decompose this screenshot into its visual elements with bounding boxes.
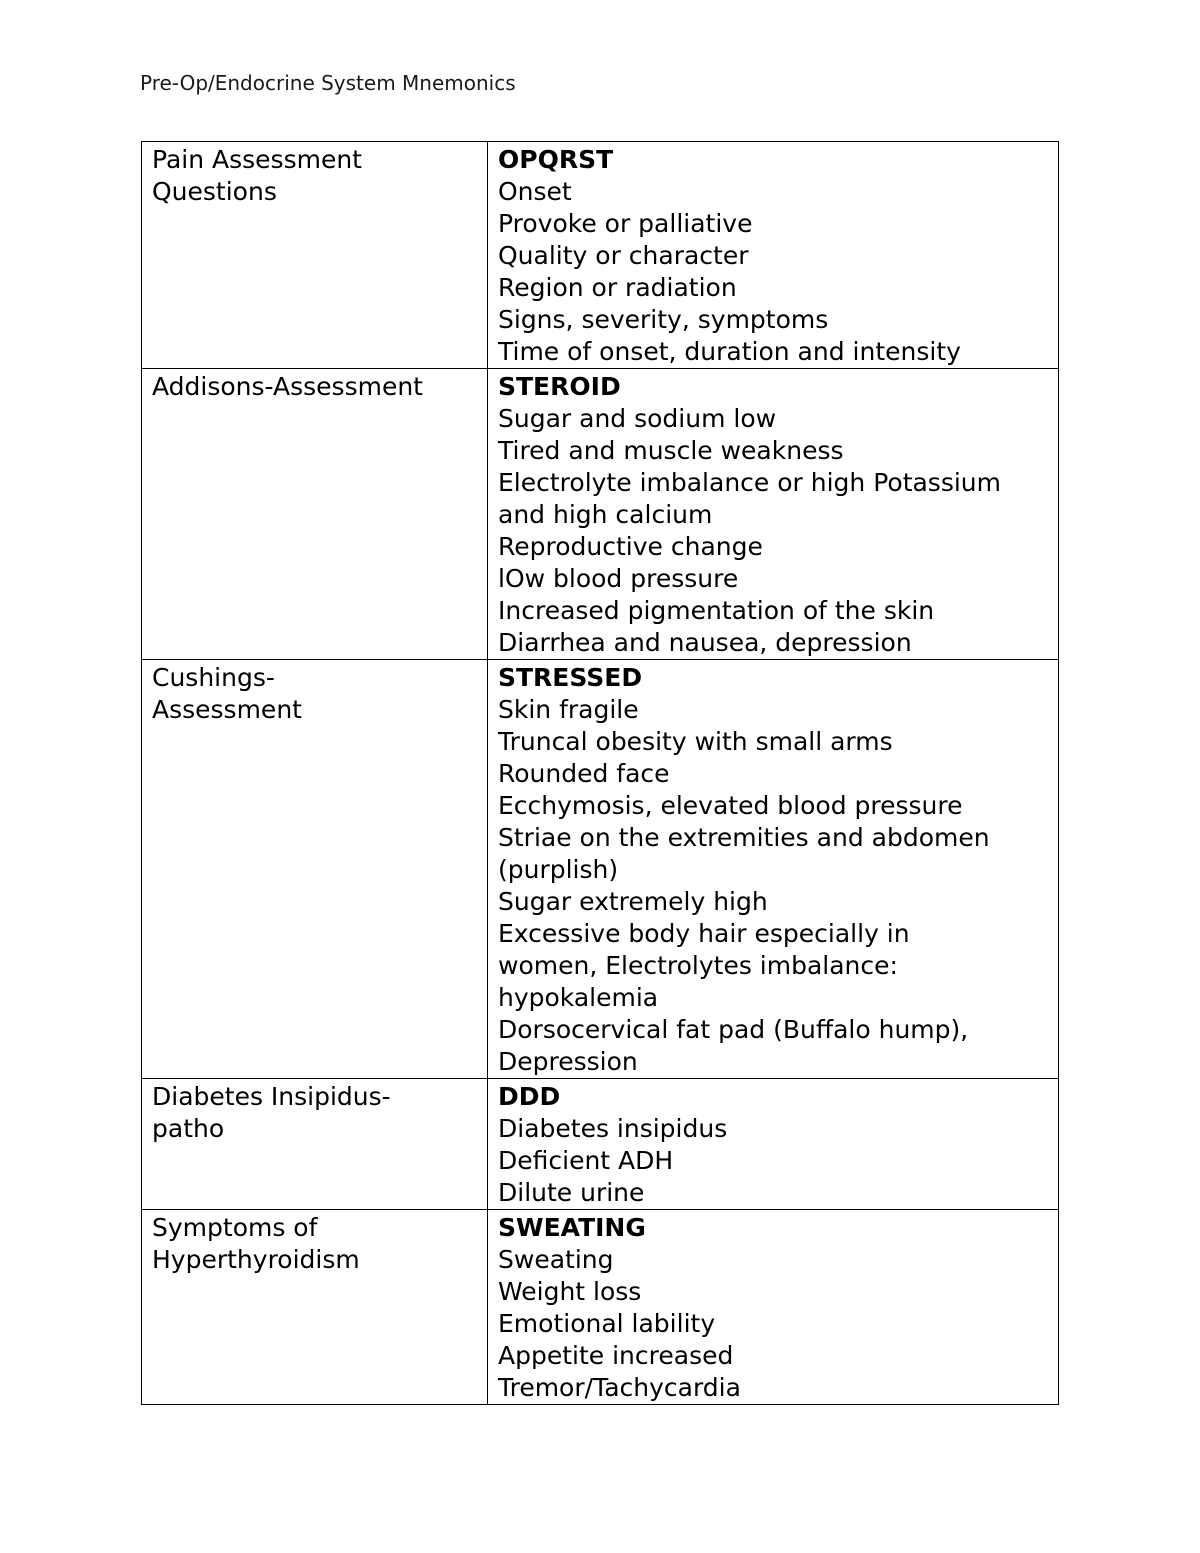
- topic-label: Symptoms of: [152, 1213, 318, 1242]
- mnemonic-item: Onset: [498, 177, 572, 206]
- mnemonic-item: Striae on the extremities and abdomen: [498, 823, 990, 852]
- topic-label: Cushings-: [152, 663, 275, 692]
- mnemonic-item: Reproductive change: [498, 532, 763, 561]
- mnemonic-item: Tired and muscle weakness: [498, 436, 844, 465]
- mnemonic-item: Tremor/Tachycardia: [498, 1373, 741, 1402]
- mnemonic-item: Diabetes insipidus: [498, 1114, 728, 1143]
- mnemonic-cell: [488, 660, 1059, 1079]
- mnemonic-acronym: OPQRST: [498, 145, 614, 174]
- mnemonic-item: and high calcium: [498, 500, 713, 529]
- mnemonics-table-body: [142, 142, 1059, 1405]
- mnemonic-item: Excessive body hair especially in: [498, 919, 910, 948]
- mnemonic-item: Weight loss: [498, 1277, 642, 1306]
- mnemonic-item: Electrolyte imbalance or high Potassium: [498, 468, 1002, 497]
- mnemonic-item: Sweating: [498, 1245, 614, 1274]
- table-row: [142, 660, 1059, 1079]
- mnemonic-item: Emotional lability: [498, 1309, 716, 1338]
- mnemonic-item: hypokalemia: [498, 983, 659, 1012]
- topic-cell: [142, 1079, 488, 1210]
- mnemonic-acronym: DDD: [498, 1082, 561, 1111]
- topic-label: Questions: [152, 177, 277, 206]
- mnemonic-item: Truncal obesity with small arms: [498, 727, 893, 756]
- mnemonic-item: Skin fragile: [498, 695, 639, 724]
- mnemonic-item: Dilute urine: [498, 1178, 645, 1207]
- mnemonic-acronym: STRESSED: [498, 663, 643, 692]
- mnemonic-item: Time of onset, duration and intensity: [498, 337, 961, 366]
- topic-label: Hyperthyroidism: [152, 1245, 360, 1274]
- mnemonic-cell: [488, 369, 1059, 660]
- mnemonic-item: Dorsocervical fat pad (Buffalo hump),: [498, 1015, 969, 1044]
- mnemonic-item: (purplish): [498, 855, 619, 884]
- mnemonic-cell: [488, 1210, 1059, 1405]
- table-row: [142, 1210, 1059, 1405]
- mnemonic-item: Depression: [498, 1047, 638, 1076]
- mnemonic-item: Rounded face: [498, 759, 670, 788]
- topic-label: Diabetes Insipidus-: [152, 1082, 391, 1111]
- mnemonic-item: Quality or character: [498, 241, 749, 270]
- topic-label: Pain Assessment: [152, 145, 362, 174]
- mnemonics-table: [141, 141, 1059, 1405]
- topic-cell: [142, 142, 488, 369]
- table-row: [142, 1079, 1059, 1210]
- mnemonic-item: Sugar and sodium low: [498, 404, 777, 433]
- topic-label: Addisons-Assessment: [152, 372, 423, 401]
- mnemonic-item: Signs, severity, symptoms: [498, 305, 829, 334]
- mnemonic-item: Diarrhea and nausea, depression: [498, 628, 912, 657]
- topic-cell: [142, 369, 488, 660]
- page-title: Pre-Op/Endocrine System Mnemonics: [140, 71, 516, 95]
- topic-cell: [142, 660, 488, 1079]
- mnemonic-item: Ecchymosis, elevated blood pressure: [498, 791, 963, 820]
- mnemonic-item: lOw blood pressure: [498, 564, 739, 593]
- mnemonic-acronym: STEROID: [498, 372, 621, 401]
- table-row: [142, 369, 1059, 660]
- mnemonic-acronym: SWEATING: [498, 1213, 646, 1242]
- mnemonic-item: Appetite increased: [498, 1341, 734, 1370]
- topic-cell: [142, 1210, 488, 1405]
- mnemonic-item: Sugar extremely high: [498, 887, 768, 916]
- topic-label: patho: [152, 1114, 225, 1143]
- mnemonic-item: Increased pigmentation of the skin: [498, 596, 935, 625]
- mnemonic-item: women, Electrolytes imbalance:: [498, 951, 898, 980]
- mnemonic-item: Provoke or palliative: [498, 209, 753, 238]
- mnemonic-cell: [488, 1079, 1059, 1210]
- mnemonic-item: Region or radiation: [498, 273, 737, 302]
- mnemonic-cell: [488, 142, 1059, 369]
- mnemonic-item: Deficient ADH: [498, 1146, 674, 1175]
- table-row: [142, 142, 1059, 369]
- topic-label: Assessment: [152, 695, 302, 724]
